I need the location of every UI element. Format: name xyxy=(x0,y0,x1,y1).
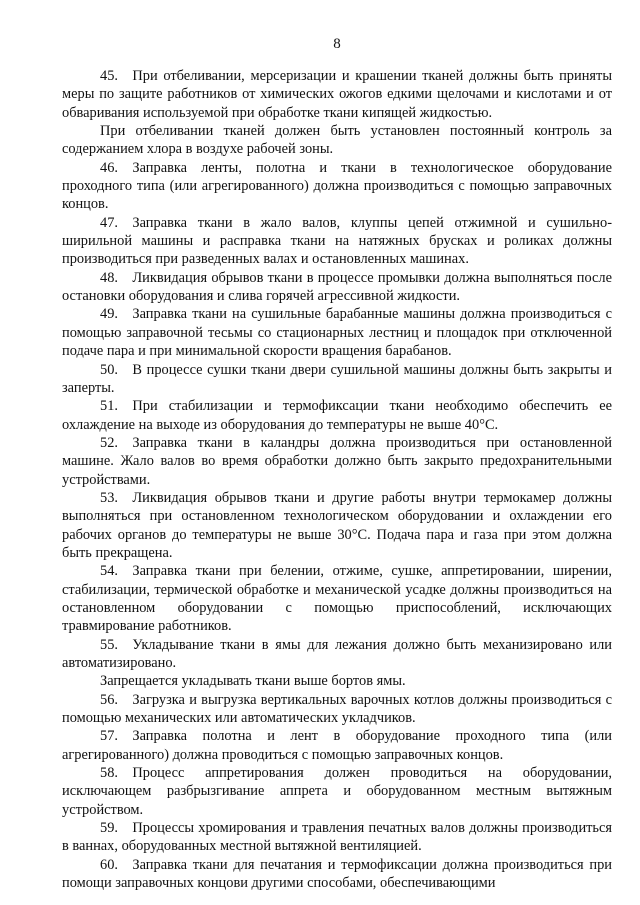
paragraph-number: 54. xyxy=(100,563,118,580)
paragraph-text: Укладывание ткани в ямы для лежания должно быть механизировано или автоматизировано. xyxy=(62,636,612,671)
paragraph-number: 57. xyxy=(100,728,118,745)
paragraph xyxy=(62,159,612,214)
paragraph-number: 60. xyxy=(100,856,118,873)
paragraph xyxy=(62,691,612,728)
paragraph xyxy=(62,636,612,673)
paragraph-text: Заправка ткани в жало валов, клуппы цепей отжимной и сушильно-ширильной машины и расправка ткани на натяжных брусках и роликах должны производиться при разведенных валах и остановленных машинах. xyxy=(62,214,612,268)
paragraph-text: Заправка ткани на сушильные барабанные машины должна производиться с помощью заправочной тесьмы со стационарных лестниц и площадок при отключенной подаче пара и при минимальной скорости вращения барабанов. xyxy=(62,306,612,360)
paragraph-number: 56. xyxy=(100,691,118,708)
paragraph-number: 45. xyxy=(100,68,118,84)
paragraph-number: 52. xyxy=(100,434,118,451)
paragraph xyxy=(62,67,612,122)
paragraph xyxy=(62,856,612,893)
paragraph xyxy=(62,361,612,398)
paragraph-number: 49. xyxy=(100,306,118,323)
paragraph-number: 48. xyxy=(100,269,118,286)
paragraph xyxy=(62,489,612,562)
paragraph-text: Процессы хромирования и травления печатных валов должны производиться в ваннах, оборудованных местной вытяжной вентиляцией. xyxy=(62,820,612,855)
paragraph-number: 59. xyxy=(100,820,118,837)
paragraph-text: Запрещается укладывать ткани выше бортов ямы. xyxy=(100,673,406,690)
paragraph-text: Заправка ленты, полотна и ткани в технологическое оборудование проходного типа (или агрегированного) должна производиться с помощью заправочных концов. xyxy=(62,159,612,213)
paragraph-text: При отбеливании тканей должен быть установлен постоянный контроль за содержанием хлора в воздухе рабочей зоны. xyxy=(62,123,612,158)
paragraph xyxy=(62,269,612,306)
paragraph xyxy=(62,397,612,434)
paragraph-text: При отбеливании, мерсеризации и крашении тканей должны быть приняты меры по защите работников от химических ожогов едкими щелочами и кислотами и от обваривания используемой при обработке ткани кипящей жидкостью. xyxy=(62,68,612,121)
paragraph-text: Процесс аппретирования должен проводиться на оборудовании, исключающем разбрызгивание аппрета и оборудованном местным вытяжным устройством. xyxy=(62,765,612,818)
paragraph-number: 55. xyxy=(100,636,118,653)
paragraph xyxy=(62,434,612,489)
paragraph-number: 47. xyxy=(100,214,118,231)
paragraph-number: 51. xyxy=(100,398,118,415)
paragraph xyxy=(62,562,612,635)
paragraph-number: 58. xyxy=(100,765,118,782)
paragraph xyxy=(62,819,612,856)
paragraph xyxy=(62,122,612,159)
paragraph-text: Ликвидация обрывов ткани и другие работы внутри термокамер должны выполняться при остановленном технологическом оборудовании и охлаждении его рабочих органов до температуры не выше 30°С. Подача пара и газа при этом должна быть прекращена. xyxy=(62,489,612,561)
paragraph xyxy=(62,214,612,269)
paragraph-number: 53. xyxy=(100,489,118,506)
paragraph-text: Заправка ткани для печатания и термофиксации должна производиться при помощи заправочных концови другими способами, обеспечивающими xyxy=(62,856,612,892)
page-number: 8 xyxy=(333,36,341,52)
paragraph-text: При стабилизации и термофиксации ткани необходимо обеспечить ее охлаждение на выходе из оборудования до температуры не выше 40°С. xyxy=(62,398,612,433)
paragraph-number: 50. xyxy=(100,361,118,378)
paragraph-text: Заправка ткани при белении, отжиме, сушке, аппретировании, ширении, стабилизации, термической обработке и механической усадке должны производиться на остановленном оборудовании с помощью приспособлений, исключающих травмирование работников. xyxy=(62,563,612,635)
paragraph xyxy=(62,672,612,690)
paragraph-text: Заправка ткани в каландры должна производиться при остановленной машине. Жало валов во время обработки должно быть закрыто предохранительными устройствами. xyxy=(62,434,612,488)
paragraph xyxy=(62,764,612,819)
paragraph xyxy=(62,305,612,360)
paragraph xyxy=(62,727,612,764)
paragraph-text: Загрузка и выгрузка вертикальных варочных котлов должны производиться с помощью механических или автоматических укладчиков. xyxy=(62,691,612,727)
document-body xyxy=(62,67,612,892)
paragraph-text: Заправка полотна и лент в оборудование проходного типа (или агрегированного) должна проводиться с помощью заправочных концов. xyxy=(62,728,612,763)
paragraph-text: Ликвидация обрывов ткани в процессе промывки должна выполняться после остановки оборудования и слива горячей агрессивной жидкости. xyxy=(62,269,612,305)
paragraph-text: В процессе сушки ткани двери сушильной машины должны быть закрыты и заперты. xyxy=(62,361,612,396)
paragraph-number: 46. xyxy=(100,159,118,176)
